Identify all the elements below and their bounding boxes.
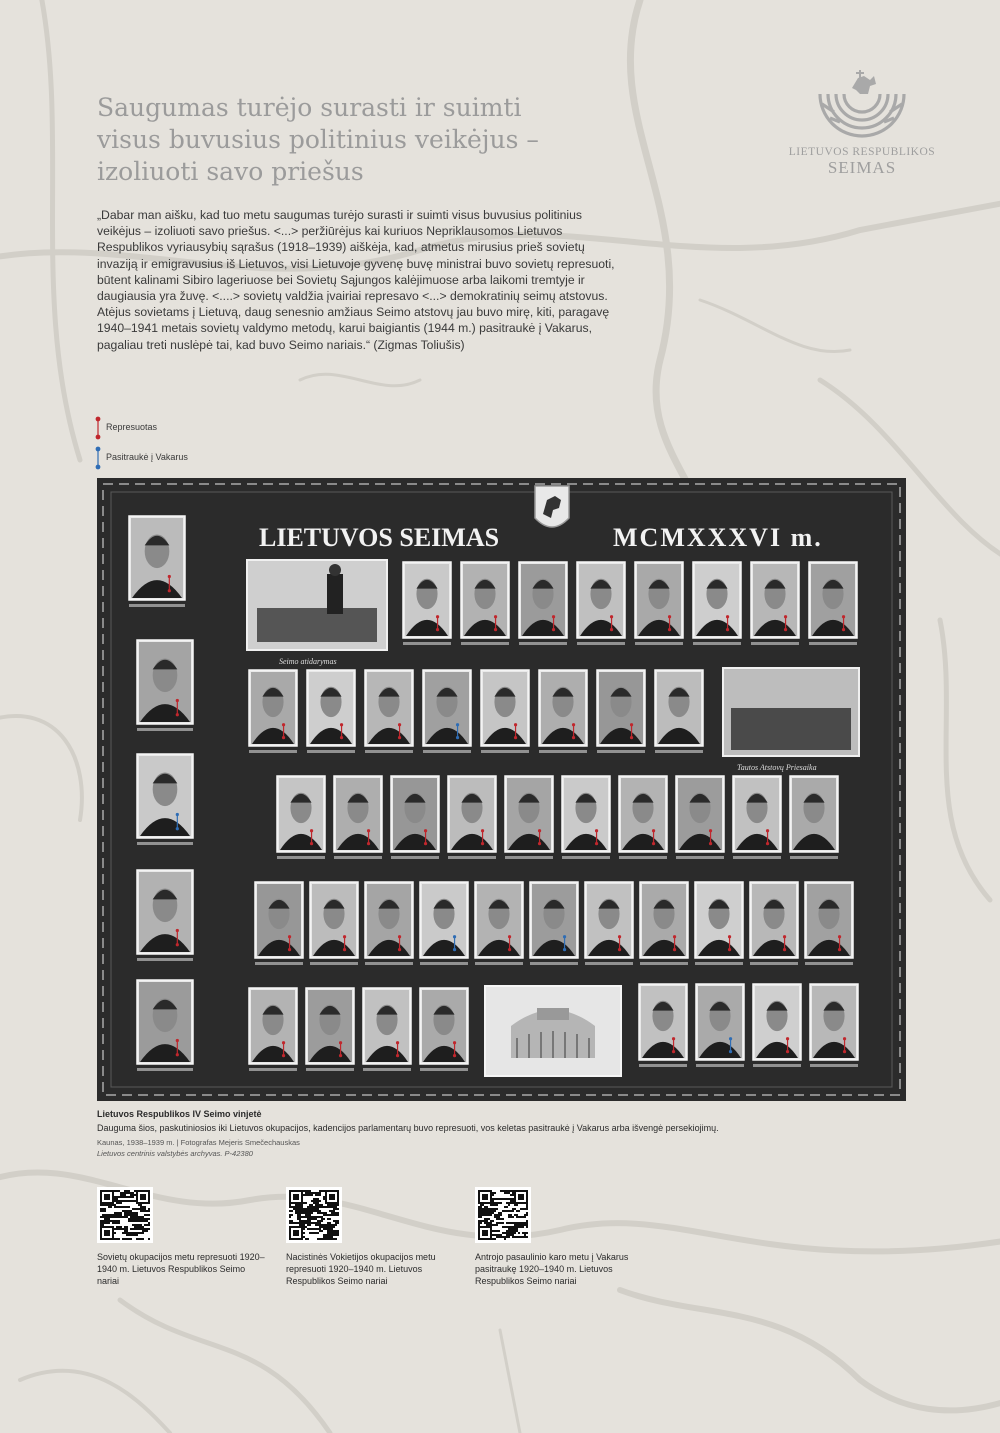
caption-meta: Kaunas, 1938–1939 m. | Fotografas Mejeris Smečechauskas [97, 1138, 300, 1147]
scene-seimo-opening [247, 560, 387, 666]
heading-line-1: Saugumas turėjo surasti ir suimti [97, 93, 522, 122]
legend-label-repressed: Represuotas [106, 422, 158, 432]
legend-item-emigrated [95, 446, 295, 470]
caption-description: Dauguma šios, paskutiniosios iki Lietuvos okupacijos, kadencijos parlamentarų buvo represuoti, vos keletas pasitraukė į Vakarus arba išvengė persekiojimų. [97, 1123, 719, 1133]
logo-line-1: LIETUVOS RESPUBLIKOS [788, 146, 936, 158]
member-portrait [695, 882, 743, 965]
coat-of-arms-icon [535, 486, 569, 527]
legend [95, 416, 295, 476]
legend-item-repressed [95, 416, 295, 440]
member-portrait [129, 516, 185, 607]
member-portrait [505, 776, 553, 859]
member-portrait [420, 882, 468, 965]
member-portrait [597, 670, 645, 753]
member-portrait [562, 776, 610, 859]
qr-text-soviet: Sovietų okupacijos metu represuoti 1920–1940 m. Lietuvos Respublikos Seimo nariai [97, 1252, 265, 1286]
member-portrait [750, 882, 798, 965]
logo-line-2: SEIMAS [827, 158, 897, 177]
member-portrait [640, 882, 688, 965]
heading-line-3: izoliuoti savo priešus [97, 157, 364, 186]
member-portrait [805, 882, 853, 965]
member-portrait [635, 562, 683, 645]
scene-caption-oath: Tautos Atstovų Priesaika [737, 763, 817, 772]
scene-caption-opening: Seimo atidarymas [279, 657, 337, 666]
member-portrait [277, 776, 325, 859]
qr-block-west[interactable] [475, 1187, 645, 1287]
member-portrait [539, 670, 587, 753]
scene-oath [723, 668, 859, 772]
member-portrait [420, 988, 468, 1071]
blue-marker-icon [95, 446, 101, 470]
member-portrait [249, 670, 297, 753]
member-portrait [137, 640, 193, 731]
member-portrait [696, 984, 744, 1067]
member-portrait [481, 670, 529, 753]
caption-title: Lietuvos Respublikos IV Seimo vinjetė [97, 1109, 262, 1119]
member-portrait [809, 562, 857, 645]
member-portrait [334, 776, 382, 859]
member-portrait [307, 670, 355, 753]
qr-text-nazi: Nacistinės Vokietijos okupacijos metu represuoti 1920–1940 m. Lietuvos Respublikos Seimo nariai [286, 1252, 436, 1286]
member-portrait [810, 984, 858, 1067]
qr-code-icon[interactable] [97, 1187, 153, 1243]
member-portrait [365, 882, 413, 965]
member-portrait [137, 754, 193, 845]
member-portrait [448, 776, 496, 859]
seimas-building-photo [485, 986, 621, 1076]
member-portrait [655, 670, 703, 753]
legend-label-emigrated: Pasitraukė į Vakarus [106, 452, 188, 462]
qr-text-west: Antrojo pasaulinio karo metu į Vakarus pasitraukę 1920–1940 m. Lietuvos Respublikos Seimo nariai [475, 1252, 629, 1286]
member-portrait [391, 776, 439, 859]
member-portrait [255, 882, 303, 965]
member-portrait [423, 670, 471, 753]
member-portrait [639, 984, 687, 1067]
member-portrait [693, 562, 741, 645]
member-portrait [310, 882, 358, 965]
photo-caption [97, 1108, 907, 1159]
member-portrait [676, 776, 724, 859]
member-portrait [519, 562, 567, 645]
qr-block-nazi[interactable] [286, 1187, 456, 1287]
member-portrait [751, 562, 799, 645]
member-portrait [733, 776, 781, 859]
seimas-emblem-icon [814, 70, 910, 142]
qr-code-icon[interactable] [286, 1187, 342, 1243]
member-portrait [585, 882, 633, 965]
member-portrait [403, 562, 451, 645]
member-portrait [249, 988, 297, 1071]
seimas-logo [782, 70, 942, 190]
member-portrait [753, 984, 801, 1067]
page-heading [97, 92, 617, 188]
member-portrait [619, 776, 667, 859]
caption-source: Lietuvos centrinis valstybės archyvas. P-42380 [97, 1149, 253, 1158]
member-portrait [475, 882, 523, 965]
seimas-vignette-photo [97, 478, 906, 1101]
member-portrait [577, 562, 625, 645]
qr-block-soviet[interactable] [97, 1187, 267, 1287]
red-marker-icon [95, 416, 101, 440]
member-portrait [530, 882, 578, 965]
member-portrait [363, 988, 411, 1071]
quote-text: „Dabar man aišku, kad tuo metu saugumas turėjo surasti ir suimti visus buvusius politinius veikėjus – izoliuoti savo priešus. <...> peržiūrėjus kai kuriuos Nepriklausomos Lietuvos Respublikos vyriausybių sąrašus (1918–1939) aiškėja, kad, atmetus mirusius prieš sovietų invaziją ir emigravusius iš Lietuvos, visi Lietuvoje gyvenę buvę ministrai buvo sovietų represuoti, būtent kalinami Sibiro lageriuose bei Sovietų Sąjungos kalėjimuose arba laikomi tremtyje ir daugiausia yra žuvę. <....> sovietų valdžia įvairiai represavo <...> demokratinių seimų atstovus. Atėjus sovietams į Lietuvą, daug senesnio amžiaus Seimo atstovų jau buvo mirę, kiti, paragavę 1940–1941 metais sovietų valdymo metodų, karui baigiantis (1944 m.) pasitraukė į Vakarus, pagaliau treti nuslėpė tai, kad buvo Seimo nariais.“ (Zigmas Toliušis) [97, 208, 615, 352]
member-portrait [365, 670, 413, 753]
member-portrait [461, 562, 509, 645]
member-portrait [790, 776, 838, 859]
member-portrait [137, 870, 193, 961]
vignette-image [97, 478, 906, 1101]
vignette-title-right: MCMXXXVI m. [613, 523, 823, 552]
vignette-title-left: LIETUVOS SEIMAS [259, 523, 500, 552]
heading-line-2: visus buvusius politinius veikėjus – [97, 125, 539, 154]
qr-code-icon[interactable] [475, 1187, 531, 1243]
member-portrait [137, 980, 193, 1071]
member-portrait [306, 988, 354, 1071]
